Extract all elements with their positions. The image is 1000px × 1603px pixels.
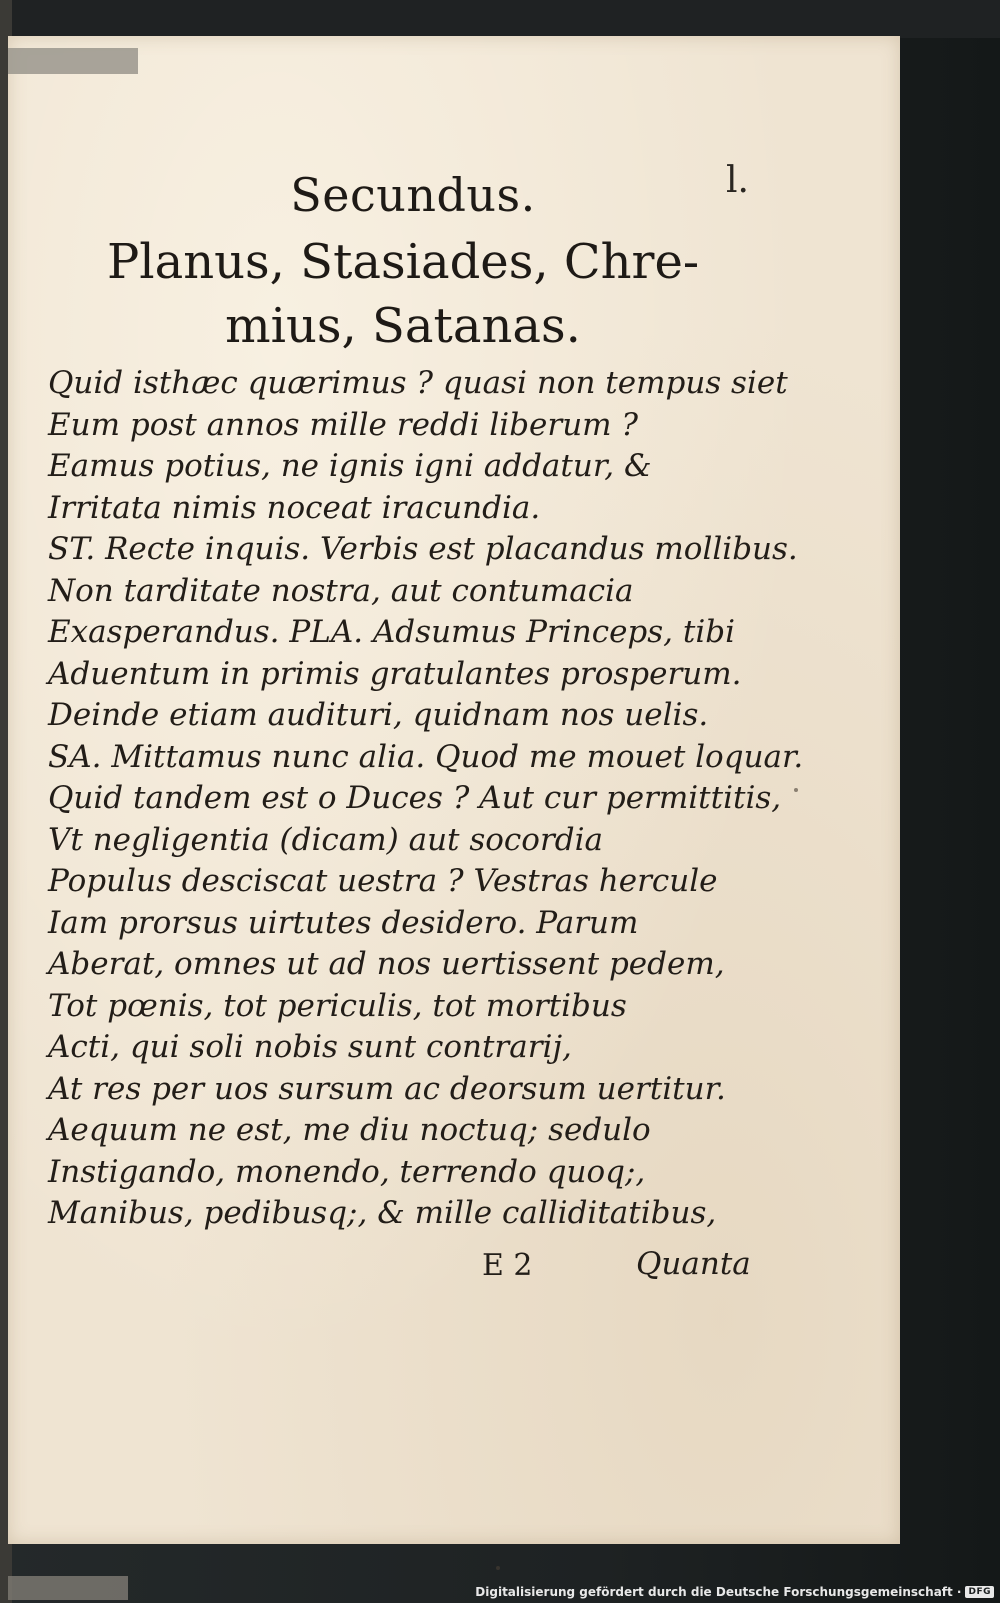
verse-line: Quid tandem est o Duces ? Aut cur permittitis,: [48, 780, 782, 816]
verse-line: Iam prorsus uirtutes desidero. Parum: [48, 904, 639, 941]
verse-line: Irritata nimis noceat iracundia.: [48, 489, 541, 526]
verse-line: Instigando, monendo, terrendo quoq;,: [48, 1153, 646, 1190]
verse-line: Aequum ne est, me diu noctuq; sedulo: [48, 1112, 651, 1148]
verse-line: Tot pœnis, tot periculis, tot mortibus: [48, 987, 627, 1024]
paper-speck: [794, 788, 798, 792]
verse-line: Aberat, omnes ut ad nos uertissent pedem,: [48, 946, 725, 982]
verse-line: At res per uos sursum ac deorsum uertitur.: [48, 1070, 726, 1107]
scene-heading-line-1: Planus, Stasiades, Chre-: [106, 234, 700, 290]
scan-top-edge: [0, 0, 1000, 38]
page-edge-strip-bottom: [8, 1576, 128, 1600]
verse-line: Deinde etiam audituri, quidnam nos uelis.: [48, 697, 709, 733]
catchword: Quanta: [636, 1246, 751, 1282]
verse-line: ST. Recte inquis. Verbis est placandus mollibus.: [48, 531, 798, 567]
scene-heading-line-2: mius, Satanas.: [225, 298, 581, 354]
verse-line: Acti, qui soli nobis sunt contrarij,: [48, 1029, 572, 1065]
credit-text: Digitalisierung gefördert durch die Deutsche Forschungsgemeinschaft ·: [475, 1585, 962, 1599]
dfg-logo-icon: DFG: [965, 1586, 994, 1598]
verse-line: Vt negligentia (dicam) aut socordia: [48, 821, 604, 858]
verse-line: Eum post annos mille reddi liberum ?: [48, 406, 639, 443]
verse-line: Populus desciscat uestra ? Vestras hercule: [48, 863, 718, 899]
verse-text: [48, 363, 804, 1235]
digitization-credit: [475, 1585, 994, 1599]
verse-line: SA. Mittamus nunc alia. Quod me mouet loquar.: [48, 738, 804, 775]
verse-line: Eamus potius, ne ignis igni addatur, &: [48, 448, 652, 484]
page-edge-strip-top: [8, 48, 138, 74]
margin-mark: l.: [726, 160, 749, 201]
paper-speck: [496, 1566, 500, 1570]
verse-line: Quid isthæc quærimus ? quasi non tempus siet: [48, 365, 788, 401]
verse-line: Exasperandus. PLA. Adsumus Princeps, tibi: [48, 614, 736, 650]
book-page: [8, 36, 900, 1544]
running-head: Secundus.: [290, 168, 536, 222]
signature-mark: E 2: [482, 1248, 533, 1283]
verse-line: Non tarditate nostra, aut contumacia: [48, 572, 634, 609]
verse-line: Aduentum in primis gratulantes prosperum.: [48, 655, 742, 692]
verse-line: Manibus, pedibusq;, & mille calliditatibus,: [48, 1195, 717, 1231]
